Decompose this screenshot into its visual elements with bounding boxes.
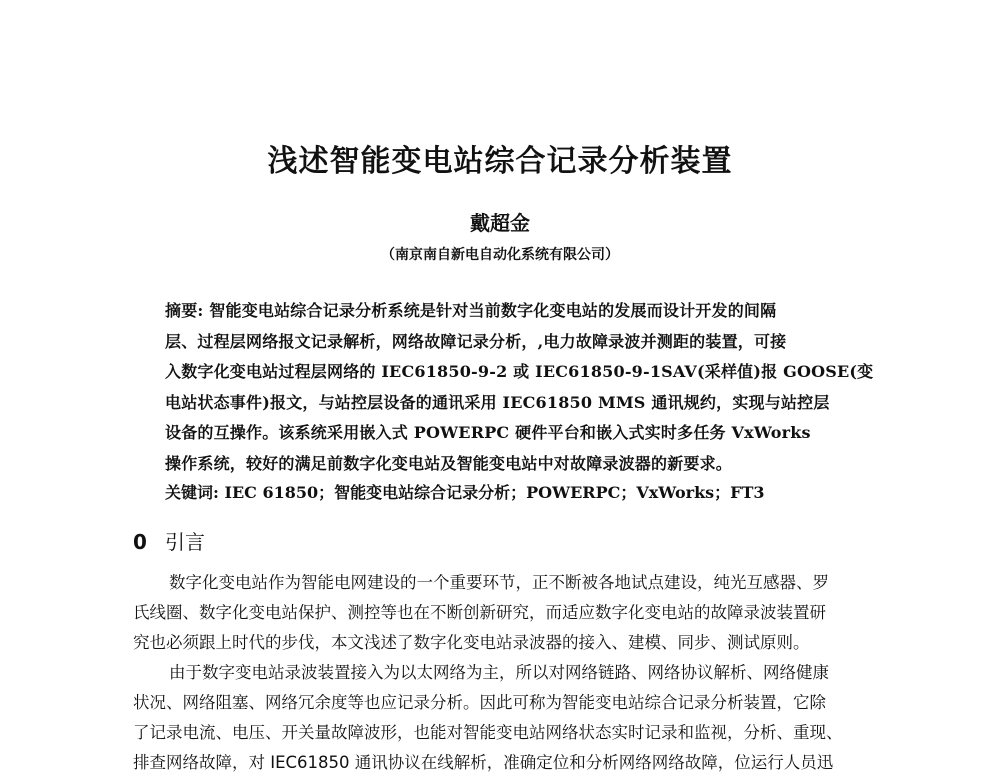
body-line: 由于数字变电站录波装置接入为以太网络为主，所以对网络链路、网络协议解析、网络健康 — [169, 663, 829, 682]
author-name: 戴超金 — [470, 211, 530, 235]
body-line: 排查网络故障，对 IEC61850 通讯协议在线解析，准确定位和分析网络网络故障，位运行人员迅 — [133, 753, 834, 772]
body-line: 数字化变电站作为智能电网建设的一个重要环节，正不断被各地试点建设，纯光互感器、罗 — [169, 573, 829, 592]
abstract-line — [165, 296, 845, 327]
abstract-line: 电站状态事件)报文，与站控层设备的通讯采用 IEC61850 MMS 通讯规约，实现与站控层 — [165, 392, 830, 412]
author-affiliation: （南京南自新电自动化系统有限公司） — [381, 247, 619, 263]
paper-title: 浅述智能变电站综合记录分析装置 — [267, 144, 733, 179]
body-line: 究也必须跟上时代的步伐，本文浅述了数字化变电站录波器的接入、建模、同步、测试原则。 — [133, 633, 810, 652]
abstract-label: 摘要: — [165, 301, 204, 320]
abstract-text: 智能变电站综合记录分析系统是针对当前数字化变电站的发展而设计开发的间隔 — [209, 301, 777, 320]
section-number: 0 — [133, 530, 147, 554]
keywords-text: IEC 61850；智能变电站综合记录分析；POWERPC；VxWorks；FT3 — [224, 483, 765, 502]
keywords-line — [165, 478, 845, 508]
section-heading — [133, 526, 205, 558]
body-line: 氏线圈、数字化变电站保护、测控等也在不断创新研究，而适应数字化变电站的故障录波装置研 — [133, 603, 826, 622]
body-line: 状况、网络阻塞、网络冗余度等也应记录分析。因此可称为智能变电站综合记录分析装置，它除 — [133, 693, 826, 712]
keywords-label: 关键词: — [165, 483, 219, 502]
body-text — [133, 568, 873, 778]
abstract-block — [165, 296, 874, 479]
section-title: 引言 — [165, 530, 205, 554]
body-line: 了记录电流、电压、开关量故障波形，也能对智能变电站网络状态实时记录和监视，分析、重现、 — [133, 723, 843, 742]
abstract-line: 设备的互操作。该系统采用嵌入式 POWERPC 硬件平台和嵌入式实时多任务 VxWorks — [165, 423, 811, 442]
abstract-line: 入数字化变电站过程层网络的 IEC61850-9-2 或 IEC61850-9-1SAV(采样值)报 GOOSE(变 — [165, 362, 874, 381]
abstract-line: 层、过程层网络报文记录解析，网络故障记录分析，,电力故障录波并测距的装置，可接 — [165, 331, 787, 351]
abstract-line: 操作系统，较好的满足前数字化变电站及智能变电站中对故障录波器的新要求。 — [165, 453, 733, 473]
